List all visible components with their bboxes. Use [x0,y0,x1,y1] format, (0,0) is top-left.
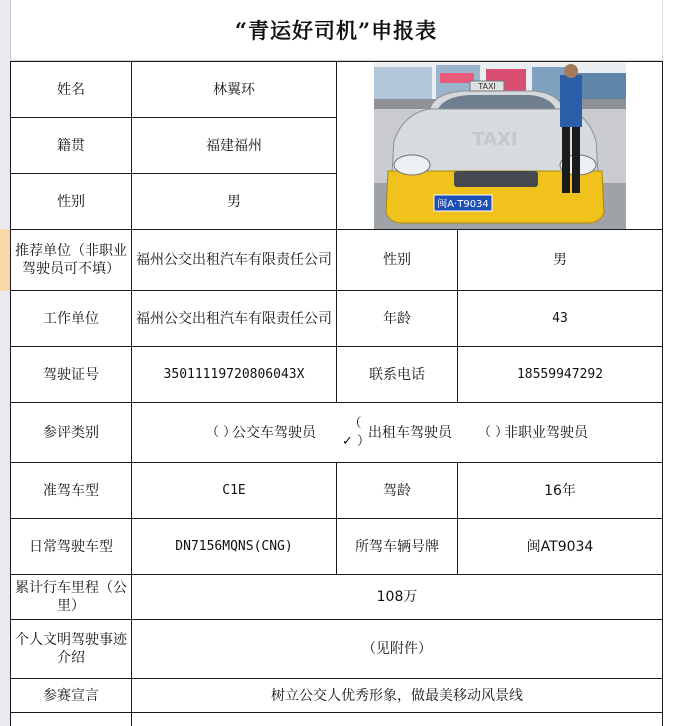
recommender-label: 推荐单位（非职业驾驶员可不填） [10,230,132,291]
next-row-label [10,713,132,726]
driving-years-value[interactable]: 16年 [458,463,663,519]
hometown-value[interactable]: 福建福州 [132,118,337,174]
option-nonpro-label: 非职业驾驶员 [504,424,588,441]
declaration-label: 参赛宣言 [10,679,132,713]
option-nonpro-driver[interactable] [478,424,588,442]
age-label: 年龄 [337,291,458,347]
next-row-value [132,713,663,726]
deeds-label: 个人文明驾驶事迹介绍 [10,620,132,679]
license-value[interactable]: 35011119720806043X [132,347,337,403]
plate-value[interactable]: 闽AT9034 [458,519,663,575]
option-taxi-checkbox[interactable]: （ ✓ ） [342,415,371,449]
name-label: 姓名 [10,61,132,118]
workplace-value[interactable]: 福州公交出租汽车有限责任公司 [132,291,337,347]
hometown-label: 籍贯 [10,118,132,174]
phone-label: 联系电话 [337,347,458,403]
workplace-label: 工作单位 [10,291,132,347]
option-bus-driver[interactable] [206,424,316,442]
vehicle-class-value[interactable]: C1E [132,463,337,519]
deeds-value[interactable]: （见附件） [132,620,663,679]
hood-taxi-text: TAXI [471,128,518,150]
sheet-right-edge [662,0,673,726]
driving-years-label: 驾龄 [337,463,458,519]
mileage-label: 累计行车里程（公里） [10,575,132,620]
daily-vehicle-label: 日常驾驶车型 [10,519,132,575]
driver-taxi-photo [374,63,626,229]
vehicle-class-label: 准驾车型 [10,463,132,519]
gender-label: 性别 [10,174,132,230]
daily-vehicle-value[interactable]: DN7156MQNS(CNG) [132,519,337,575]
selected-row-highlight [0,229,10,291]
gender-value-2[interactable]: 男 [458,230,663,291]
category-options [132,403,663,463]
title-row [10,0,662,61]
page-title: “青运好司机”申报表 [234,18,438,43]
declaration-value[interactable]: 树立公交人优秀形象，做最美移动风景线 [132,679,663,713]
license-plate-text: 闽A·T9034 [436,198,489,210]
category-label: 参评类别 [10,403,132,463]
mileage-value[interactable]: 108万 [132,575,663,620]
name-value[interactable]: 林翼环 [132,61,337,118]
recommender-value[interactable]: 福州公交出租汽车有限责任公司 [132,230,337,291]
gender-value[interactable]: 男 [132,174,337,230]
svg-text:TAXI: TAXI [477,81,496,91]
gender-label-2: 性别 [337,230,458,291]
option-bus-label: 公交车驾驶员 [232,424,316,441]
photo-cell [337,61,663,230]
license-label: 驾驶证号 [10,347,132,403]
option-taxi-label: 出租车驾驶员 [368,424,452,441]
phone-value[interactable]: 18559947292 [458,347,663,403]
option-taxi-driver[interactable] [342,415,452,451]
plate-label: 所驾车辆号牌 [337,519,458,575]
age-value[interactable]: 43 [458,291,663,347]
option-nonpro-checkbox[interactable]: （ ） [478,424,509,440]
option-bus-checkbox[interactable]: （ ） [206,424,237,440]
